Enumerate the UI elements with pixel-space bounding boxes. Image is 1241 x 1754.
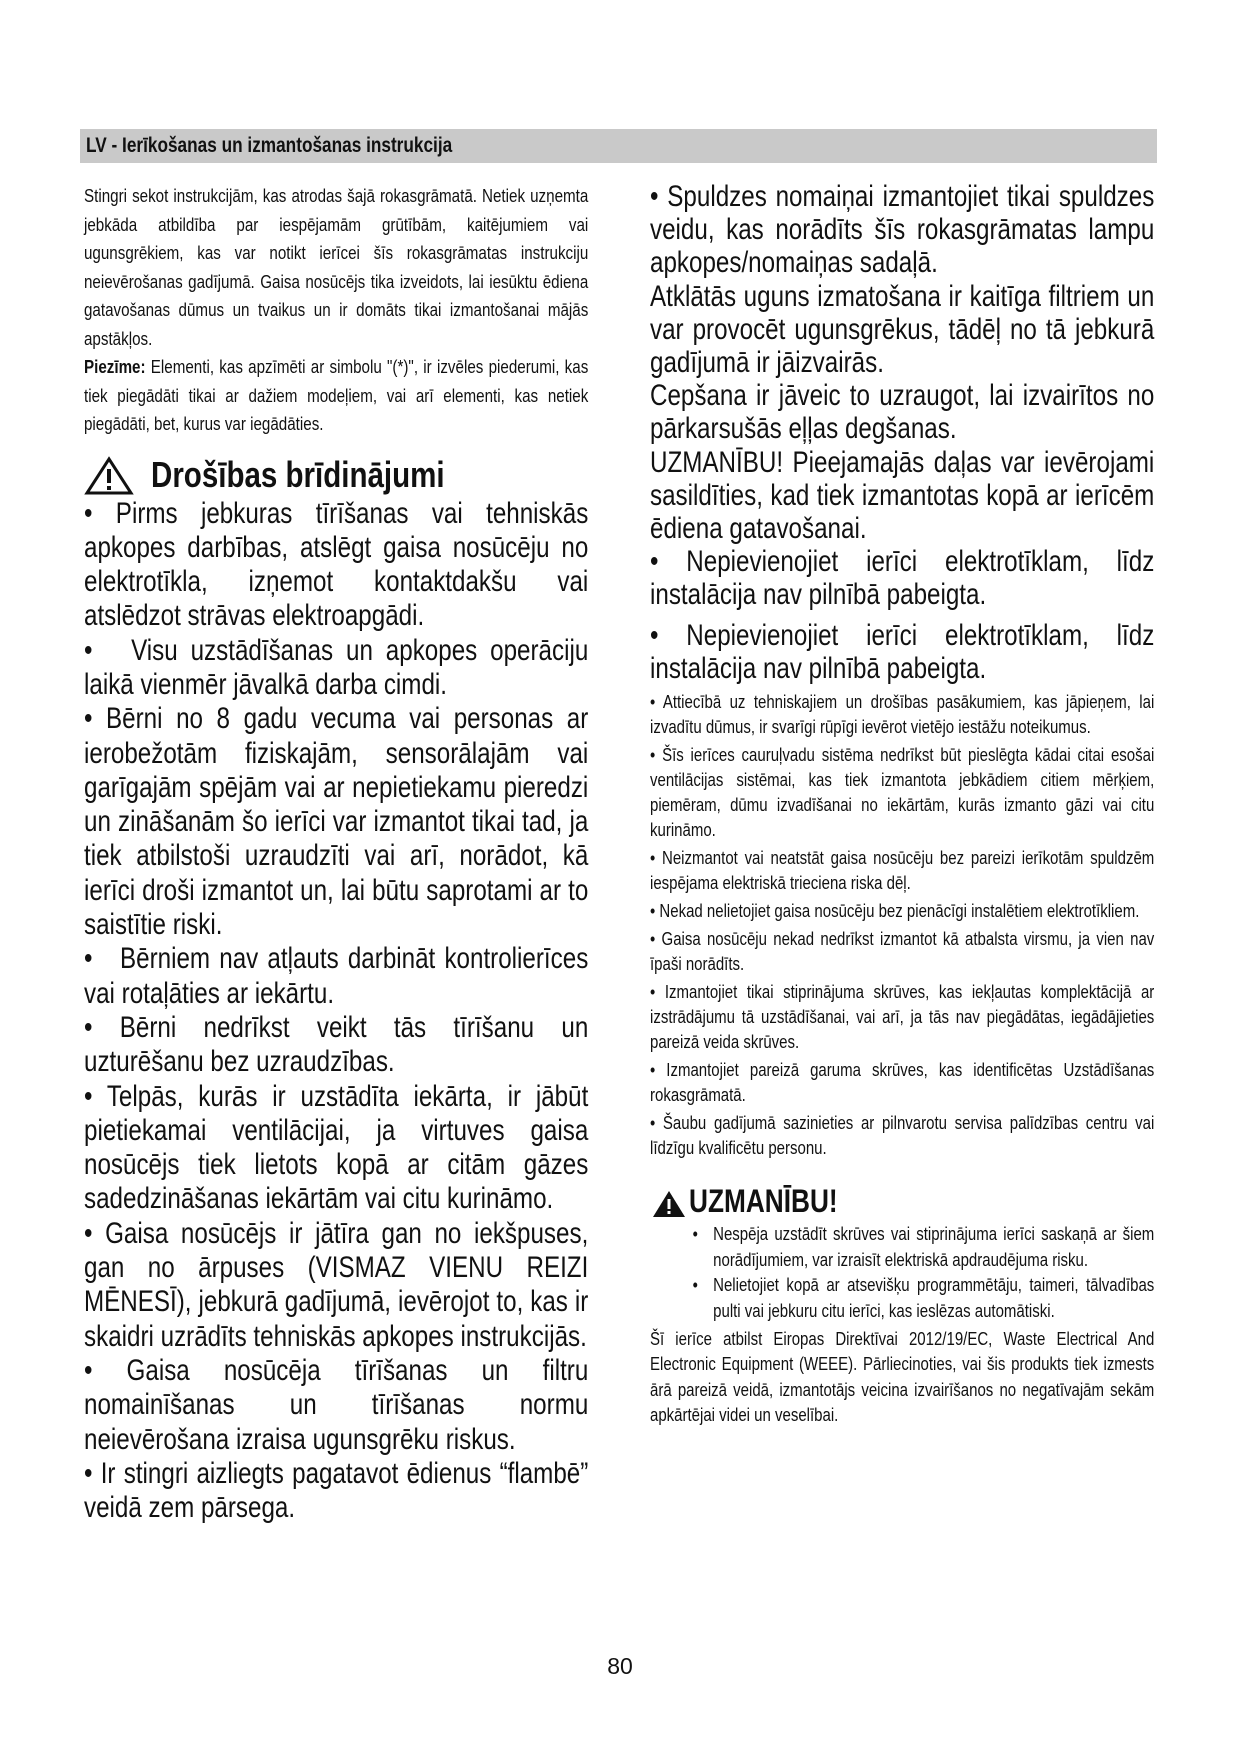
right-column [650, 180, 1241, 1428]
intro-paragraph: Stingri sekot instrukcijām, kas atrodas šajā rokasgrāmatā. Netiek uzņemta jebkāda atbildība par iespējamām grūtībām, kaitējumiem vai ugunsgrēkiem, kas var notikt ierīcei šīs rokasgrāmatas instrukciju neievērošanas gadījumā. Gaisa nosūcējs tika izveidots, lai iesūktu ēdiena gatavošanas dūmus un tvaikus un ir domāts tikai izmantošanai mājās apstākļos. [84, 185, 589, 349]
note-label: Piezīme: [84, 356, 146, 377]
safety-item: • Neizmantot vai neatstāt gaisa nosūcēju bez pareizi ierīkotām spuldzēm iespējama elektriskā trieciena riska dēļ. [650, 847, 1155, 894]
safety-item: • Šīs ierīces cauruļvadu sistēma nedrīkst būt pieslēgta kādai citai esošai ventilācijas sistēmai, kas tiek izmantota jebkādiem citiem mērķiem, piemēram, dūmu izvadīšanai no iekārtām, kurās izmanto gāzi vai citu kurināmo. [650, 744, 1155, 841]
safety-item: • Šaubu gadījumā sazinieties ar pilnvarotu servisa palīdzības centru vai līdzīgu kvalificētu personu. [650, 1112, 1155, 1159]
safety-item: • Nepievienojiet ierīci elektrotīklam, līdz instalācija nav pilnībā pabeigta. [650, 545, 1155, 612]
safety-item: • Attiecībā uz tehniskajiem un drošības pasākumiem, kas jāpieņem, lai izvadītu dūmus, ir svarīgi rūpīgi ievērot vietējo iestāžu noteikumus. [650, 691, 1155, 738]
safety-item: • Nepievienojiet ierīci elektrotīklam, līdz instalācija nav pilnībā pabeigta. [650, 618, 1155, 685]
note-text: Elementi, kas apzīmēti ar simbolu "(*)", ir izvēles piederumi, kas tiek piegādāti tikai ar dažiem modeļiem, vai arī elementi, kas netiek piegādāti, bet, kurus var iegādāties. [84, 356, 589, 434]
warning-triangle-filled-icon [652, 1190, 686, 1218]
safety-item: • Izmantojiet pareizā garuma skrūves, kas identificētas Uzstādīšanas rokasgrāmatā. [650, 1059, 1155, 1106]
intro-text [84, 182, 588, 439]
safety-item: • Gaisa nosūcējs ir jātīra gan no iekšpuses, gan no ārpuses (VISMAZ VIENU REIZI MĒNESĪ), jebkurā gadījumā, ievērojot to, kas ir skaidri uzrādīts tehniskās apkopes instrukcijās. [84, 1216, 589, 1353]
safety-item: • Gaisa nosūcēju nekad nedrīkst izmantot kā atbalsta virsmu, ja vien nav īpaši norādīts. [650, 928, 1155, 975]
caution-item-text: Nespēja uzstādīt skrūves vai stiprinājuma ierīci saskaņā ar šiem norādījumiem, var izraisīt elektriskā apdraudējuma risku. [713, 1223, 1155, 1270]
safety-item: • Pirms jebkuras tīrīšanas vai tehniskās apkopes darbības, atslēgt gaisa nosūcēju no elektrotīkla, izņemot kontaktdakšu vai atslēdzot strāvas elektroapgādi. [84, 496, 589, 633]
safety-item: • Spuldzes nomaiņai izmantojiet tikai spuldzes veidu, kas norādīts šīs rokasgrāmatas lampu apkopes/nomaiņas sadaļā. [650, 180, 1155, 280]
caution-item [650, 1221, 1154, 1272]
safety-item: • Gaisa nosūcēja tīrīšanas un filtru nomainīšanas un tīrīšanas normu neievērošana izraisa ugunsgrēku riskus. [84, 1353, 589, 1456]
safety-list-left [84, 497, 588, 1526]
caution-item-text: Nelietojiet kopā ar atsevišķu programmētāju, taimeri, tālvadības pulti vai jebkuru citu ierīci, kas ieslēzas automātiski. [713, 1274, 1155, 1322]
section-header-band [80, 129, 1157, 163]
bullet: • [692, 1223, 698, 1245]
caution-list [650, 1221, 1154, 1324]
safety-item: Atklātās uguns izmatošana ir kaitīga filtriem un var provocēt ugunsgrēkus, tādēļ no tā jebkurā gadījumā ir jāizvairās. [650, 279, 1155, 380]
safety-item: • Telpās, kurās ir uzstādīta iekārta, ir jābūt pietiekamai ventilācijai, ja virtuves gaisa nosūcējs tiek lietots kopā ar citām gāzes sadedzināšanas iekārtām vai citu kurināmo. [84, 1079, 589, 1216]
weee-notice [650, 1326, 1154, 1428]
caution-item [650, 1272, 1154, 1323]
safety-item: • Bērni nedrīkst veikt tās tīrīšanu un uzturēšanu bez uzraudzības. [84, 1010, 589, 1079]
safety-item: • Bērniem nav atļauts darbināt kontrolierīces vai rotaļāties ar iekārtu. [84, 942, 589, 1010]
safety-item: Cepšana ir jāveic to uzraugot, lai izvairītos no pārkarsušās eļļas degšanas. [650, 379, 1155, 446]
weee-text: Šī ierīce atbilst Eiropas Direktīvai 2012/19/EC, Waste Electrical And Electronic Equipment (WEEE). Pārliecinoties, vai šis produkts tiek izmests ārā pareizā veidā, izmantotājs veicina izvairīšanos no negatīvajām sekām apkārtējai videi un veselībai. [650, 1327, 1155, 1426]
safety-item: • Bērni no 8 gadu vecuma vai personas ar ierobežotām fiziskajām, sensorālajām vai garīgajām spējām vai ar nepietiekamu pieredzi un zināšanām šo ierīci var izmantot tikai tad, ja tiek atbilstoši uzraudzīti vai arī, norādot, kā ierīci droši izmantot un, lai būtu saprotami ar to saistītie riski. [84, 702, 589, 942]
left-column [84, 182, 699, 1525]
safety-list-small [650, 689, 1154, 1160]
safety-item: • Nekad nelietojiet gaisa nosūcēju bez pienācīgi instalētiem elektrotīkliem. [650, 900, 1140, 922]
bullet: • [692, 1274, 698, 1296]
safety-heading-text: Drošības brīdinājumi [151, 453, 445, 495]
warning-triangle-outline-icon [84, 456, 134, 496]
safety-heading [84, 454, 699, 497]
safety-item: UZMANĪBU! Pieejamajās daļas var ievērojami sasildīties, kad tiek izmantotas kopā ar ierīcēm ēdiena gatavošanai. [650, 445, 1155, 546]
safety-item: • Izmantojiet tikai stiprinājuma skrūves, kas iekļautas komplektācijā ar izstrādājumu tā uzstādīšanai, vai arī, ja tās nav piegādātas, iegādājieties pareizā veida skrūves. [650, 981, 1155, 1053]
safety-item: • Ir stingri aizliegts pagatavot ēdienus “flambē” veidā zem pārsega. [84, 1456, 589, 1525]
safety-item: • Visu uzstādīšanas un apkopes operāciju laikā vienmēr jāvalkā darba cimdi. [84, 633, 589, 701]
page-number: 80 [607, 1653, 633, 1679]
safety-list-right [650, 180, 1154, 685]
caution-heading [652, 1182, 1241, 1221]
section-title: LV - Ierīkošanas un izmantošanas instrukcija [86, 134, 453, 157]
caution-heading-text: UZMANĪBU! [689, 1183, 838, 1220]
